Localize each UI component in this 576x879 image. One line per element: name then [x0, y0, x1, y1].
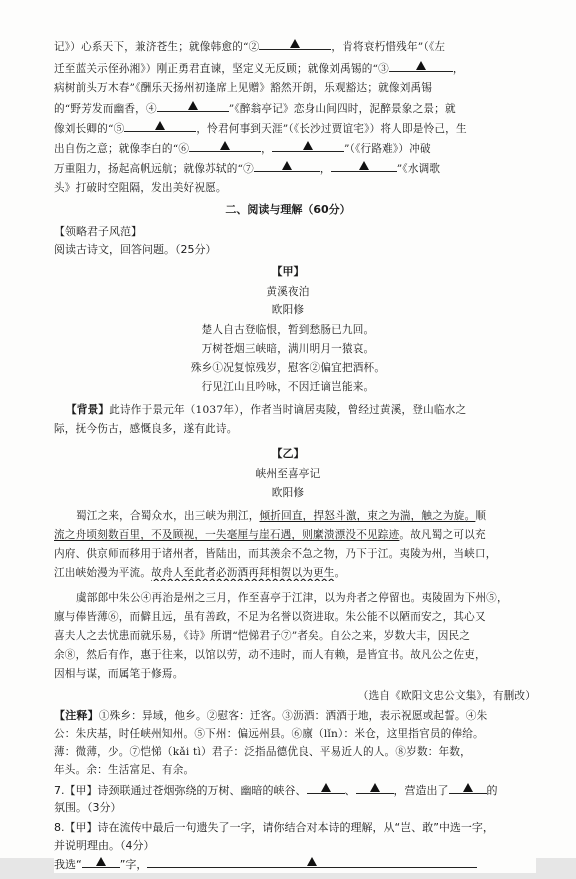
yi-para2-line5: 因相与谋，而属笔于修焉。 [54, 668, 184, 680]
line-text: 病树前头万木春”《酬乐天扬州初逢席上见赠》豁然开朗，乐观豁达；就像刘禹锡 [54, 82, 433, 94]
question-8-line-1: 8.【甲】诗在流传中最后一句遗失了一字，请你结合对本诗的理解，从“岂、敢”中选一字， [54, 821, 494, 834]
triangle-marker-icon [155, 121, 165, 130]
notes-text: ①殊乡：异域，他乡。②慰客：迁客。③沥酒：洒酒于地，表示祝愿或起誓。④朱 [98, 710, 488, 722]
question-text: 的 [486, 784, 498, 797]
triangle-marker-icon [188, 101, 198, 110]
top-line-7 [54, 160, 536, 177]
line-text: 记》）心系天下，兼济苍生；就像韩愈的“② [54, 41, 260, 53]
question-7-line-2: 氛围。（3分） [54, 801, 122, 814]
answer-prefix: 我选“ [54, 858, 82, 871]
jia-title: 黄溪夜泊 [266, 286, 310, 298]
line-text: ”《醉翁亭记》恋身山间四时，泥醉景象之景；就 [228, 103, 456, 115]
underlined-text: 流之舟顷刻数百里，不及顾视，一失毫厘与崖石遇，则縻溃漂没不见踪迹 [54, 529, 400, 541]
essay-text: 。 [334, 567, 346, 579]
question-text: 、 [344, 784, 356, 797]
line-text: ”（《行路难》）冲破 [343, 143, 431, 155]
triangle-marker-icon [416, 61, 426, 70]
top-line-8 [54, 180, 536, 196]
source-note: （选自《欧阳文忠公文集》，有删改） [357, 690, 536, 702]
triangle-marker-icon [282, 161, 292, 170]
top-line-3 [54, 80, 536, 96]
jia-author: 欧阳修 [271, 304, 305, 316]
blank-5[interactable] [124, 120, 196, 132]
background-line-1 [66, 402, 536, 418]
question-text: 7.【甲】诗颈联通过苍烟弥绕的万树、幽暗的峡谷、 [54, 784, 307, 797]
q7-blank-1[interactable] [307, 782, 345, 794]
answer-suffix: ”字， [119, 858, 148, 871]
triangle-marker-icon [220, 141, 230, 150]
line-text: 迁至蓝关示侄孙湘》）刚正勇君直谏，坚定义无反顾；就像刘禹锡的“③ [54, 63, 389, 75]
yi-para2-line4: 余⑧，然后有作，惠于往来，以馆以劳，动不违时，而人有赖，是皆宜书。故凡公之佐吏， [54, 649, 486, 661]
top-line-5 [54, 120, 536, 137]
essay-text: 蜀江之来，合蜀众水，出三峡为荆江， [76, 510, 260, 522]
notes-line-3: 薄：微薄，少。⑦恺悌（kǎi tì）君子：泛指品德优良、平易近人的人。⑧岁数：年数， [54, 746, 471, 758]
underlined-text: 倾折回直，捍怒斗激，束之为湍，触之为旋。 [259, 510, 476, 522]
instruction: 阅读古诗文，回答问题。（25分） [54, 243, 217, 256]
line-text: ， [452, 63, 464, 75]
wavy-underlined-text: 故舟人至此者必沥酒再拜相贺以为更生 [151, 567, 335, 579]
q7-blank-3[interactable] [449, 782, 487, 794]
top-line-4 [54, 100, 536, 117]
yi-author: 欧阳修 [271, 487, 305, 499]
q8-choice-blank[interactable] [82, 856, 120, 868]
triangle-marker-icon [307, 857, 317, 866]
poem-line: 万树苍烟三峡暗，满川明月一猿哀。 [201, 343, 375, 355]
question-8-line-2: 并说明理由。（4分） [54, 839, 155, 852]
question-8-answer-line [54, 856, 536, 873]
line-text: 像刘长卿的“⑤ [54, 123, 125, 135]
top-line-6 [54, 140, 536, 157]
yi-para1-line2 [54, 527, 536, 543]
notes-label: 【注释】 [54, 709, 99, 722]
sub-section-title: 【领略君子风范】 [54, 225, 142, 238]
section-title: 二、阅读与理解（60分） [225, 203, 351, 216]
line-text: 的“野芳发而幽香，④ [54, 103, 157, 115]
poem-line: 殊乡①况复惊残岁，慰客②偏宜把酒杯。 [190, 362, 386, 374]
notes-line-1 [54, 708, 536, 724]
yi-para1-line3: 内府、供京师而移用于诸州者，皆陆出，而其羡余不急之物，乃下于江。夷陵为州，当峡口， [54, 548, 497, 560]
blank-7b[interactable] [331, 160, 397, 172]
blank-3[interactable] [389, 60, 453, 72]
line-text: ，肯将衰朽惜残年”（《左 [331, 41, 446, 53]
line-text: 万重阻力，扬起高帆远航；就像苏轼的“⑦ [54, 163, 254, 175]
yi-para1-line1 [76, 508, 536, 524]
essay-text: 顺 [475, 510, 487, 522]
q8-reason-blank[interactable] [147, 856, 477, 868]
notes-line-2: 公：朱庆基，时任峡州知州。⑤下州：偏远州县。⑥廪（lǐn）：米仓，这里指官员的俸给。 [54, 728, 484, 740]
yi-para2-line2: 廪与俸皆薄⑥，而僻且远，虽有善政，不足为名誉以资进取。朱公能不以陋而安之，其心又 [54, 611, 486, 623]
line-text: ， [261, 143, 272, 155]
line-text: ， [319, 163, 331, 175]
notes-line-4: 年头。余：生活富足、有余。 [54, 764, 195, 776]
background-label: 【背景】 [66, 404, 110, 416]
line-text: 出自伤之意；就像李白的“⑥ [54, 143, 190, 155]
essay-text: 江出峡始漫为平流。 [54, 567, 152, 579]
blank-6b[interactable] [272, 140, 344, 152]
q7-blank-2[interactable] [356, 782, 394, 794]
background-line-2: 际，抚今伤古，感慨良多，遂有此诗。 [54, 423, 238, 435]
question-text: ，营造出了 [393, 784, 449, 797]
blank-2[interactable] [259, 38, 331, 50]
background-text: 此诗作于景元年（1037年），作者当时谪居夷陵，曾经过黄溪，登山临水之 [109, 404, 467, 416]
yi-title: 峡州至喜亭记 [255, 468, 321, 480]
top-line-2 [54, 60, 536, 77]
yi-label: 【乙】 [271, 447, 305, 460]
poem-line: 楚人自古登临恨，暂到愁肠已九回。 [201, 324, 375, 336]
triangle-marker-icon [303, 141, 313, 150]
question-7-line-1 [54, 782, 536, 799]
line-text: 头》打破时空阻隔，发出美好祝愿。 [54, 182, 227, 194]
triangle-marker-icon [321, 783, 331, 792]
line-text: ”《水调歌 [396, 163, 441, 175]
blank-4[interactable] [157, 100, 229, 112]
triangle-marker-icon [370, 783, 380, 792]
triangle-marker-icon [463, 783, 473, 792]
poem-line: 行见江山且吟咏，不因迁谪岂能来。 [201, 381, 375, 393]
top-line-1 [54, 38, 536, 55]
blank-6a[interactable] [189, 140, 261, 152]
yi-para2-line1: 虞部郎中朱公④再治是州之三月，作至喜亭于江津，以为舟者之停留也。夷陵固为下州⑤， [76, 592, 508, 604]
blank-7a[interactable] [254, 160, 320, 172]
triangle-marker-icon [96, 857, 106, 866]
yi-para1-line4 [54, 565, 536, 581]
jia-label: 【甲】 [271, 265, 305, 278]
yi-para2-line3: 喜夫人之去忧患而就乐易，《诗》所谓“恺悌君子⑦”者矣。自公之来，岁数大丰，因民之 [54, 630, 471, 642]
essay-text: 。故凡蜀之可以充 [399, 529, 486, 541]
triangle-marker-icon [359, 161, 369, 170]
line-text: ，怜君何事到天涯”（《长沙过贾谊宅》）将人即是怜己，生 [196, 123, 467, 135]
triangle-marker-icon [290, 39, 300, 48]
